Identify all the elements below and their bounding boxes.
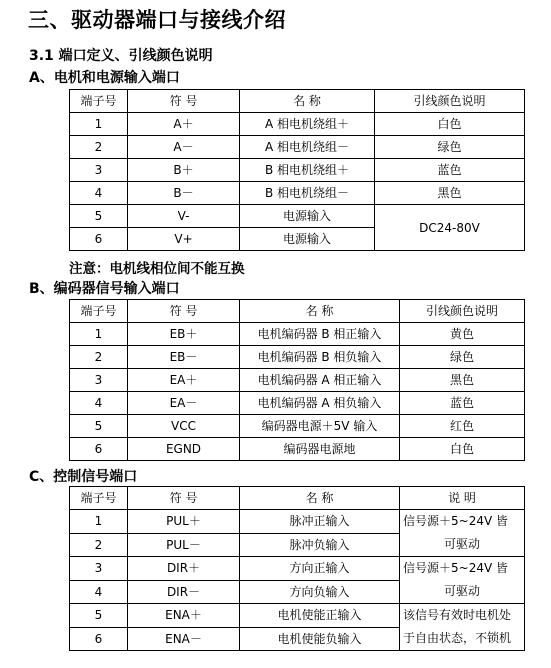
header-terminal: 端子号 — [70, 487, 128, 510]
description-line: 可驱动 — [443, 584, 480, 598]
terminal-symbol: DIR＋ — [128, 557, 240, 581]
terminal-name: A 相电机绕组＋ — [240, 113, 375, 136]
table-header-row — [70, 487, 525, 510]
terminal-name: A 相电机绕组－ — [240, 136, 375, 159]
terminal-name: 编码器电源＋5V 输入 — [240, 415, 400, 438]
terminal-symbol: A－ — [128, 136, 240, 159]
terminal-number: 1 — [70, 510, 128, 534]
terminal-name: B 相电机绕组－ — [240, 182, 375, 205]
terminal-name: B 相电机绕组＋ — [240, 159, 375, 182]
terminal-number: 3 — [70, 159, 128, 182]
enable-description — [400, 604, 525, 651]
terminal-name: 电机编码器 A 相负输入 — [240, 392, 400, 415]
terminal-number: 2 — [70, 136, 128, 159]
header-symbol: 符 号 — [128, 487, 240, 510]
terminal-symbol: A＋ — [128, 113, 240, 136]
wire-color: 黑色 — [375, 182, 525, 205]
table-row — [70, 392, 525, 415]
power-voltage-range: DC24-80V — [375, 205, 525, 251]
section-heading-b: B、编码器信号输入端口 — [29, 281, 180, 297]
terminal-number: 5 — [70, 415, 128, 438]
terminal-symbol: EA－ — [128, 392, 240, 415]
wire-color: 蓝色 — [375, 159, 525, 182]
terminal-symbol: B＋ — [128, 159, 240, 182]
section-heading-a: A、电机和电源输入端口 — [29, 70, 180, 86]
terminal-number: 3 — [70, 369, 128, 392]
wire-color: 绿色 — [375, 136, 525, 159]
terminal-number: 1 — [70, 113, 128, 136]
wire-color: 黄色 — [400, 323, 525, 346]
header-terminal: 端子号 — [70, 90, 128, 113]
encoder-port-table — [69, 299, 525, 461]
header-name: 名 称 — [240, 90, 375, 113]
table-row — [70, 136, 525, 159]
terminal-symbol: EGND — [128, 438, 240, 461]
table-row — [70, 604, 525, 628]
terminal-name: 电机编码器 B 相正输入 — [240, 323, 400, 346]
wire-color: 白色 — [400, 438, 525, 461]
description-line: 可驱动 — [443, 537, 480, 551]
terminal-name: 编码器电源地 — [240, 438, 400, 461]
terminal-symbol: VCC — [128, 415, 240, 438]
terminal-symbol: B－ — [128, 182, 240, 205]
page-title: 三、驱动器端口与接线介绍 — [28, 8, 286, 32]
terminal-number: 6 — [70, 627, 128, 651]
header-symbol: 符 号 — [128, 90, 240, 113]
description-line: 该信号有效时电机处 — [403, 608, 512, 622]
section-heading-c: C、控制信号端口 — [29, 469, 138, 485]
header-name: 名 称 — [240, 487, 400, 510]
header-symbol: 符 号 — [128, 300, 240, 323]
terminal-number: 6 — [70, 438, 128, 461]
terminal-number: 6 — [70, 228, 128, 251]
header-description: 说 明 — [400, 487, 525, 510]
wire-color: 绿色 — [400, 346, 525, 369]
wiring-note: 注意：电机线相位间不能互换 — [69, 261, 245, 277]
wire-color: 蓝色 — [400, 392, 525, 415]
terminal-number: 2 — [70, 533, 128, 557]
table-row — [70, 369, 525, 392]
terminal-name: 脉冲负输入 — [240, 533, 400, 557]
table-header-row — [70, 90, 525, 113]
control-signal-port-table — [69, 486, 525, 651]
wire-color: 白色 — [375, 113, 525, 136]
table-row — [70, 438, 525, 461]
terminal-number: 5 — [70, 205, 128, 228]
wire-color: 黑色 — [400, 369, 525, 392]
table-row — [70, 113, 525, 136]
terminal-symbol: ENA＋ — [128, 604, 240, 628]
terminal-number: 4 — [70, 580, 128, 604]
section-heading-3-1: 3.1 端口定义、引线颜色说明 — [29, 48, 213, 64]
terminal-symbol: PUL－ — [128, 533, 240, 557]
table-row — [70, 557, 525, 581]
table-row — [70, 205, 525, 228]
terminal-symbol: PUL＋ — [128, 510, 240, 534]
description-line: 于自由状态，不锁机 — [403, 631, 512, 645]
table-row — [70, 415, 525, 438]
terminal-symbol: ENA－ — [128, 627, 240, 651]
terminal-name: 电机使能负输入 — [240, 627, 400, 651]
header-wire-color: 引线颜色说明 — [400, 300, 525, 323]
terminal-number: 5 — [70, 604, 128, 628]
terminal-symbol: DIR－ — [128, 580, 240, 604]
motor-power-port-table — [69, 89, 525, 251]
pulse-description — [400, 510, 525, 557]
wire-color: 红色 — [400, 415, 525, 438]
terminal-name: 脉冲正输入 — [240, 510, 400, 534]
terminal-name: 电机编码器 B 相负输入 — [240, 346, 400, 369]
header-wire-color: 引线颜色说明 — [375, 90, 525, 113]
header-terminal: 端子号 — [70, 300, 128, 323]
header-name: 名 称 — [240, 300, 400, 323]
table-row — [70, 182, 525, 205]
table-row — [70, 510, 525, 534]
terminal-name: 方向正输入 — [240, 557, 400, 581]
terminal-symbol: EB－ — [128, 346, 240, 369]
table-header-row — [70, 300, 525, 323]
terminal-number: 3 — [70, 557, 128, 581]
terminal-name: 电源输入 — [240, 228, 375, 251]
terminal-number: 4 — [70, 182, 128, 205]
table-row — [70, 159, 525, 182]
terminal-name: 方向负输入 — [240, 580, 400, 604]
direction-description — [400, 557, 525, 604]
terminal-symbol: V- — [128, 205, 240, 228]
description-line: 信号源＋5~24V 皆 — [403, 561, 508, 575]
terminal-number: 1 — [70, 323, 128, 346]
table-row — [70, 323, 525, 346]
terminal-number: 4 — [70, 392, 128, 415]
terminal-symbol: EB＋ — [128, 323, 240, 346]
description-line: 信号源＋5~24V 皆 — [403, 514, 508, 528]
terminal-name: 电源输入 — [240, 205, 375, 228]
terminal-symbol: V+ — [128, 228, 240, 251]
table-row — [70, 346, 525, 369]
terminal-name: 电机编码器 A 相正输入 — [240, 369, 400, 392]
terminal-name: 电机使能正输入 — [240, 604, 400, 628]
terminal-number: 2 — [70, 346, 128, 369]
terminal-symbol: EA＋ — [128, 369, 240, 392]
